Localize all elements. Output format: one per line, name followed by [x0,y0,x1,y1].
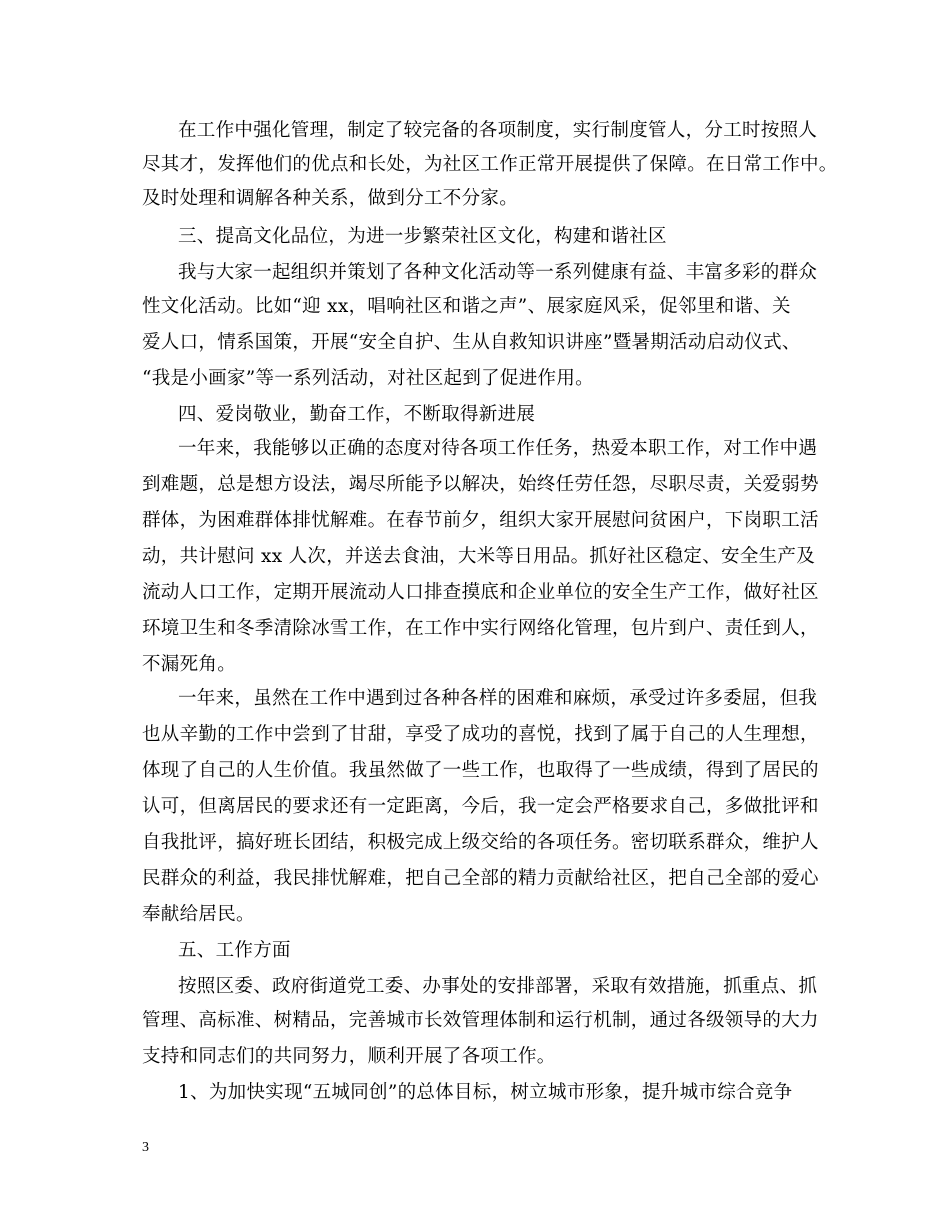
body-text-line: 管理、高标准、树精品，完善城市长效管理体制和运行机制，通过各级领导的大力 [142,1010,819,1031]
body-text-line: 尽其才，发挥他们的优点和长处，为社区工作正常开展提供了保障。在日常工作中。 [142,154,838,175]
body-text-line: 1、为加快实现“五城同创”的总体目标，树立城市形象，提升城市综合竞争 [178,1082,793,1103]
body-text-line: 及时处理和调解各种关系，做到分工不分家。 [142,188,519,209]
section-heading: 四、爱岗敬业，勤奋工作，不断取得新进展 [178,404,536,425]
body-text-line: 奉献给居民。 [142,904,255,925]
body-text-line: 支持和同志们的共同努力，顺利开展了各项工作。 [142,1046,556,1067]
section-heading: 五、工作方面 [178,940,291,961]
section-heading: 三、提高文化品位，为进一步繁荣社区文化，构建和谐社区 [178,226,667,247]
body-text-line: 认可，但离居民的要求还有一定距离，今后，我一定会严格要求自己，多做批评和 [142,796,819,817]
body-text-line: 我与大家一起组织并策划了各种文化活动等一系列健康有益、丰富多彩的群众 [178,262,818,283]
body-text-line: 体现了自己的人生价值。我虽然做了一些工作，也取得了一些成绩，得到了居民的 [142,760,819,781]
page-number: 3 [142,1140,149,1155]
body-text-line: 也从辛勤的工作中尝到了甘甜，享受了成功的喜悦，找到了属于自己的人生理想， [142,724,819,745]
body-text-line: 不漏死角。 [142,654,237,675]
body-text-line: 一年来，虽然在工作中遇到过各种各样的困难和麻烦，承受过许多委屈，但我 [178,688,818,709]
body-text-line: 性文化活动。比如“迎 xx，唱响社区和谐之声”、展家庭风采，促邻里和谐、关 [142,296,791,317]
body-text-line: 在工作中强化管理，制定了较完备的各项制度，实行制度管人，分工时按照人 [178,120,818,141]
body-text-line: 动，共计慰问 xx 人次，并送去食油，大米等日用品。抓好社区稳定、安全生产及 [142,546,816,567]
body-text-line: 环境卫生和冬季清除冰雪工作，在工作中实行网络化管理，包片到户、责任到人， [142,618,819,639]
body-text-line: 爱人口，情系国策，开展“安全自护、生从自救知识讲座”暨暑期活动启动仪式、 [142,332,801,353]
body-text-line: 到难题，总是想方设法，竭尽所能予以解决，始终任劳任怨，尽职尽责，关爱弱势 [142,474,819,495]
body-text-line: 自我批评，搞好班长团结，积极完成上级交给的各项任务。密切联系群众，维护人 [142,832,819,853]
body-text-line: 民群众的利益，我民排忧解难，把自己全部的精力贡献给社区，把自己全部的爱心 [142,868,819,889]
body-text-line: 按照区委、政府街道党工委、办事处的安排部署，采取有效措施，抓重点、抓 [178,976,818,997]
body-text-line: “我是小画家”等一系列活动，对社区起到了促进作用。 [142,368,594,389]
body-text-line: 群体，为困难群体排忧解难。在春节前夕，组织大家开展慰问贫困户，下岗职工活 [142,510,819,531]
body-text-line: 流动人口工作，定期开展流动人口排查摸底和企业单位的安全生产工作，做好社区 [142,582,819,603]
body-text-line: 一年来，我能够以正确的态度对待各项工作任务，热爱本职工作，对工作中遇 [178,438,818,459]
